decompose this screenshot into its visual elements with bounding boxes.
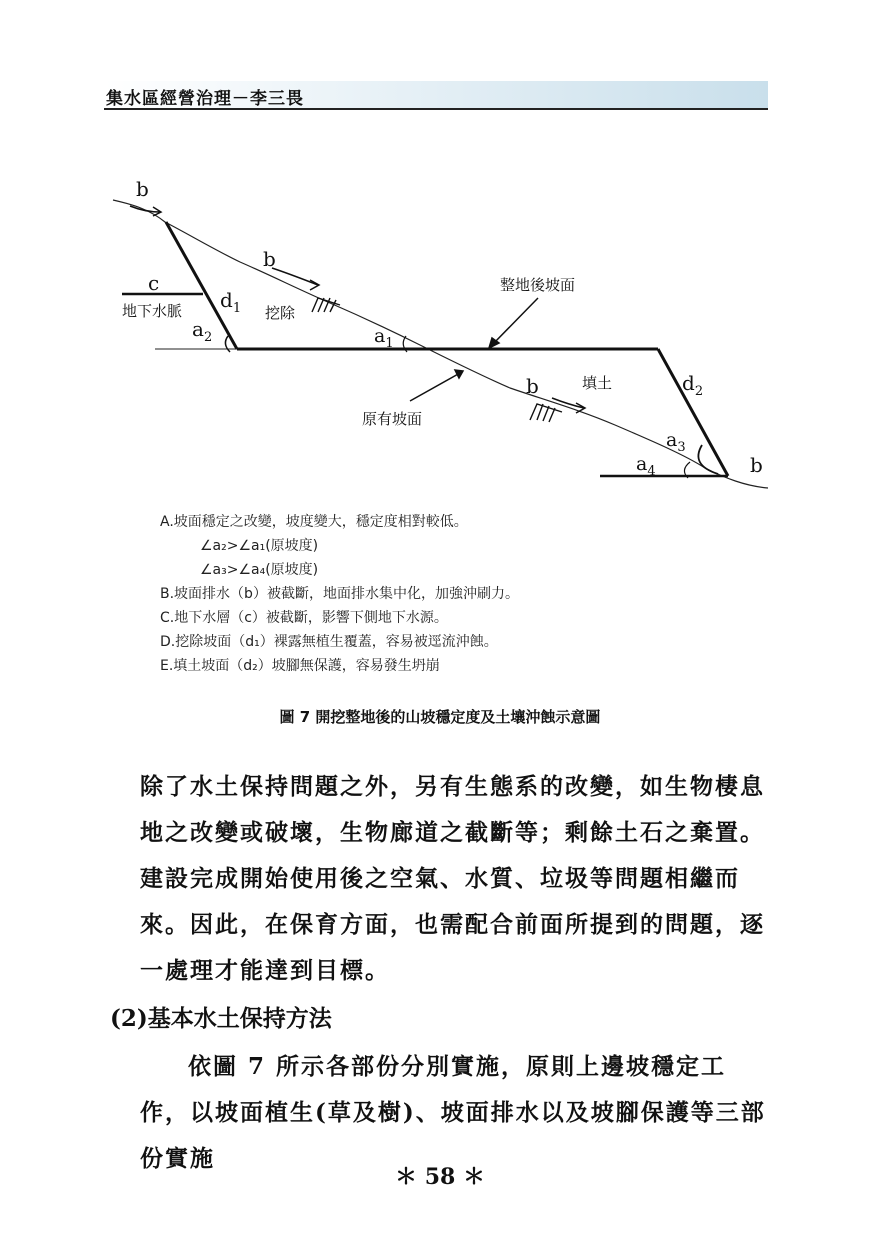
section-heading: (2)基本水土保持方法 (110, 1005, 332, 1032)
flow-arrow-top (130, 206, 161, 216)
label-graded-slope: 整地後坡面 (500, 276, 576, 294)
page-number: ＊ 58 ＊ (395, 1164, 485, 1190)
note-c: C.地下水層（c）被截斷，影響下側地下水源。 (160, 610, 448, 626)
label-b-right: b (526, 374, 539, 398)
label-a1: $a_1$ (374, 325, 394, 351)
label-a2: $a_2$ (192, 317, 213, 345)
angle-arc-a3 (698, 445, 718, 474)
note-d: D.挖除坡面（d₁）裸露無植生覆蓋，容易被逕流沖蝕。 (160, 634, 498, 650)
label-c: c (148, 271, 160, 295)
figure-caption: 圖 7 開挖整地後的山坡穩定度及土壤沖蝕示意圖 (279, 708, 601, 726)
label-b-edge: b (750, 453, 763, 477)
label-original-slope: 原有坡面 (362, 410, 423, 428)
label-b-mid: b (263, 247, 276, 271)
note-a-angle-1: ∠a₂>∠a₁(原坡度) (200, 538, 319, 554)
label-groundwater: 地下水脈 (122, 302, 183, 320)
pointer-original-slope (410, 370, 463, 401)
note-b: B.坡面排水（b）被截斷，地面排水集中化，加強沖刷力。 (160, 586, 519, 602)
note-a: A.坡面穩定之改變，坡度變大，穩定度相對較低。 (160, 514, 468, 530)
flow-arrow-mid (272, 268, 319, 290)
note-a-angle-2: ∠a₃>∠a₄(原坡度) (200, 562, 319, 578)
note-e: E.填土坡面（d₂）坡腳無保護，容易發生坍崩 (160, 658, 440, 674)
terrace-steps-lower (530, 404, 562, 422)
label-a4: $a_4$ (636, 453, 656, 479)
label-d1: $d_1$ (220, 288, 242, 316)
label-b-top: b (136, 177, 149, 201)
figure-notes (160, 510, 519, 678)
body-paragraph-1: 除了水土保持問題之外，另有生態系的改變，如生物棲息地之改變或破壞，生物廊道之截斷等；剩餘土石之棄置。建設完成開始使用後之空氣、水質、垃圾等問題相繼而來。因此，在保育方面，也需配合前面所提到的問題，逐一處理才能達到目標。 (140, 773, 765, 984)
label-a3: $a_3$ (666, 429, 686, 455)
label-d2: $d_2$ (682, 371, 704, 399)
label-fill: 填土 (582, 374, 613, 392)
header-title: 集水區經營治理－李三畏 (106, 89, 304, 109)
fill-slope-line (658, 349, 728, 476)
pointer-graded-slope (489, 298, 538, 348)
angle-arc-a2 (225, 336, 230, 352)
label-excavation: 挖除 (265, 304, 296, 322)
body-paragraph-2: 依圖 7 所示各部份分別實施，原則上邊坡穩定工作，以坡面植生(草及樹)、坡面排水以及坡腳保護等三部份實施 (140, 1053, 766, 1172)
